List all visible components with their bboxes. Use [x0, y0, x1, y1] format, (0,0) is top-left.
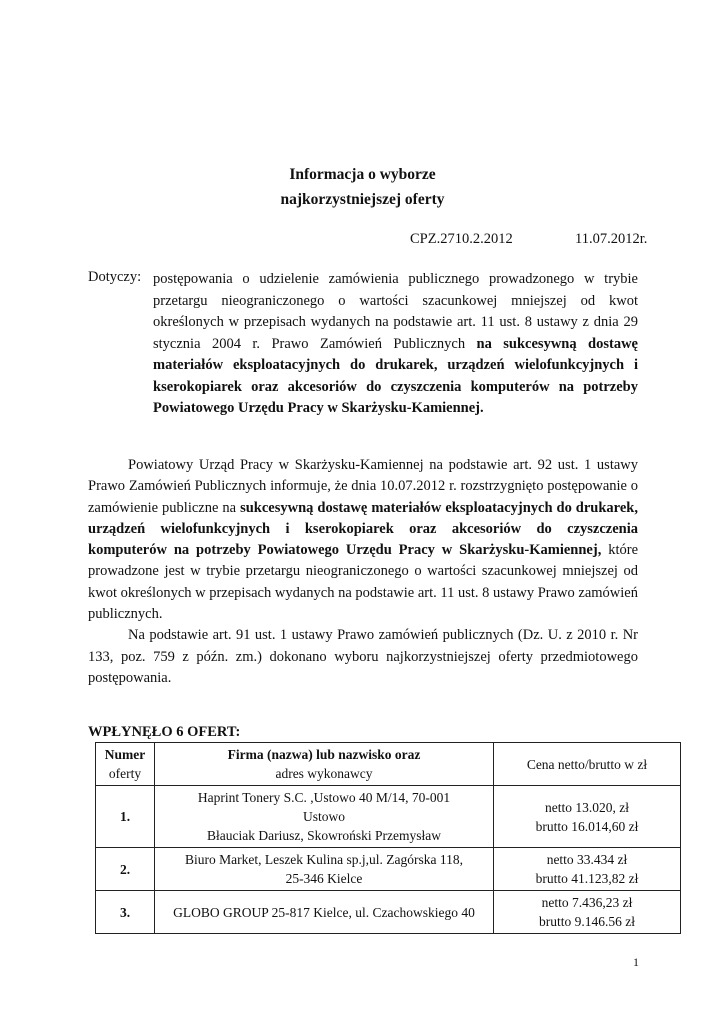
offer-firm: Haprint Tonery S.C. ,Ustowo 40 M/14, 70-001 Ustowo Błauciak Dariusz, Skowroński Przemysław [155, 786, 494, 848]
document-title-line1: Informacja o wyborze [289, 166, 436, 183]
table-header-row [96, 743, 681, 786]
paragraph-1 [88, 455, 638, 625]
offer-price: netto 33.434 zł brutto 41.123,82 zł [494, 848, 681, 891]
table-row [96, 848, 681, 891]
document-date: 11.07.2012r. [575, 231, 648, 247]
body-text [88, 455, 638, 689]
dotyczy-text [153, 269, 638, 420]
reference-number: CPZ.2710.2.2012 [410, 231, 513, 247]
offer-number: 2. [96, 848, 155, 891]
paragraph-1-part1: Powiatowy Urząd Pracy w Skarżysku-Kamiennej na podstawie art. 92 ust. 1 ustawy Prawo Zamówień Publicznych informuje, że dnia 10.07.2012 r. rozstrzygnięto postępowanie o zamówienie publiczne na [88, 457, 638, 516]
header-number: Numer oferty [96, 743, 155, 786]
offer-firm: GLOBO GROUP 25-817 Kielce, ul. Czachowskiego 40 [155, 891, 494, 934]
offer-price: netto 13.020, zł brutto 16.014,60 zł [494, 786, 681, 848]
document-title-line2: najkorzystniejszej oferty [280, 191, 445, 208]
offer-firm: Biuro Market, Leszek Kulina sp.j,ul. Zagórska 118, 25-346 Kielce [155, 848, 494, 891]
dotyczy-text-plain: postępowania o udzielenie zamówienia publicznego prowadzonego w trybie przetargu nieograniczonego o wartości szacunkowej mniejszej od kwot określonych w przepisach wydanych na podstawie art. 11 ust. 8 ustawy z dnia 29 stycznia 2004 r. Prawo Zamówień Publicznych [153, 271, 638, 352]
page-number: 1 [633, 955, 639, 969]
paragraph-1-part2: które prowadzone jest w trybie przetargu nieograniczonego o wartości szacunkowej mniejszej od kwot określonych w przepisach wydanych na podstawie art. 11 ust. 8 ustawy Prawo zamówień publicznych. [88, 542, 638, 623]
paragraph-2: Na podstawie art. 91 ust. 1 ustawy Prawo zamówień publicznych (Dz. U. z 2010 r. Nr 133, poz. 759 z późn. zm.) dokonano wyboru najkorzystniejszej oferty przedmiotowego postępowania. [88, 627, 638, 686]
offer-number: 1. [96, 786, 155, 848]
offer-price: netto 7.436,23 zł brutto 9.146.56 zł [494, 891, 681, 934]
paragraph-1-bold: sukcesywną dostawę materiałów eksploatacyjnych do drukarek, urządzeń wielofunkcyjnych i kserokopiarek oraz akcesoriów do czyszczenia komputerów na potrzeby Powiatowego Urzędu Pracy w Skarżysku-Kamiennej, [88, 499, 638, 559]
table-row [96, 891, 681, 934]
header-price: Cena netto/brutto w zł [494, 743, 681, 786]
offers-table [95, 742, 681, 934]
dotyczy-text-bold: na sukcesywną dostawę materiałów eksploatacyjnych do drukarek, urządzeń wielofunkcyjnych i kserokopiarek oraz akcesoriów do czyszczenia komputerów na potrzeby Powiatowego Urzędu Pracy w Skarżysku-Kamiennej. [153, 335, 638, 416]
header-firm: Firma (nazwa) lub nazwisko oraz adres wykonawcy [155, 743, 494, 786]
table-row [96, 786, 681, 848]
dotyczy-label: Dotyczy: [88, 269, 142, 285]
offer-number: 3. [96, 891, 155, 934]
offers-heading: WPŁYNĘŁO 6 OFERT: [88, 724, 241, 740]
